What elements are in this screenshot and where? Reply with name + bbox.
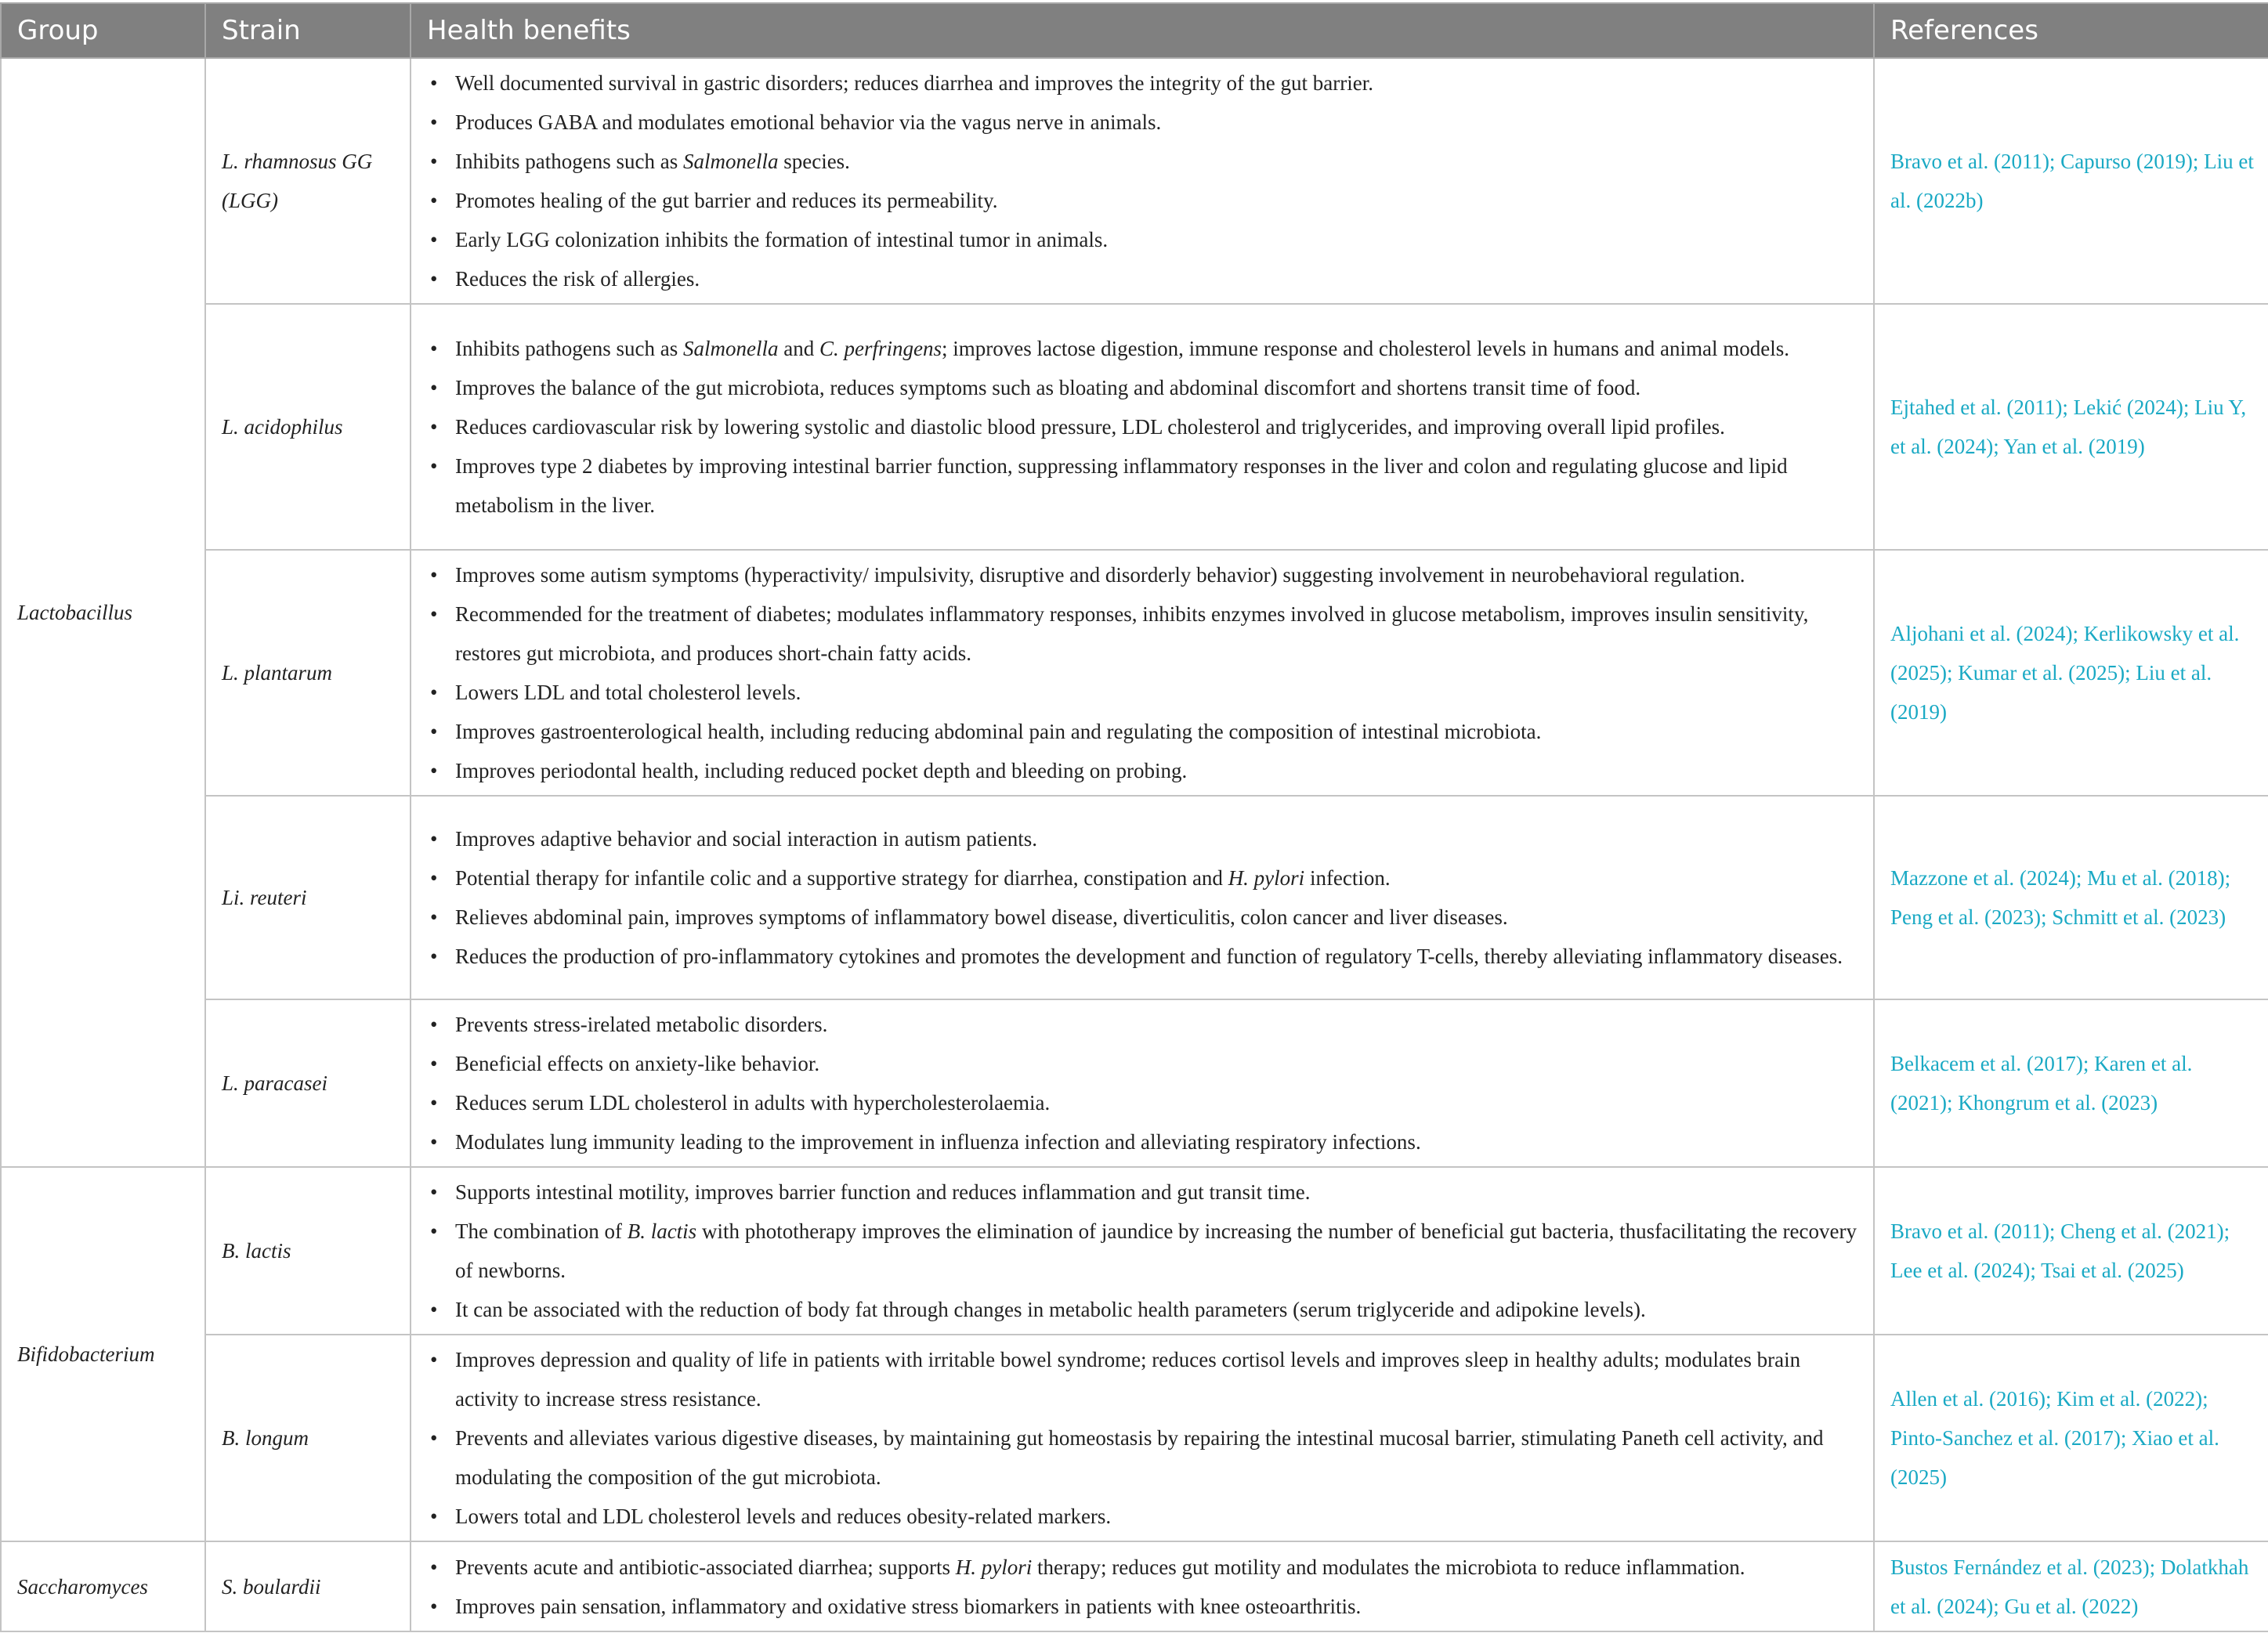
benefit-item <box>455 858 1857 898</box>
benefit-text: Improves the balance of the gut microbiota, reduces symptoms such as bloating and abdominal discomfort and shortens transit time of food. <box>455 376 1641 399</box>
benefits-list <box>427 555 1857 790</box>
benefit-text: Improves some autism symptoms (hyperactivity/ impulsivity, disruptive and disorderly behavior) suggesting involvement in neurobehavioral regulation. <box>455 563 1745 587</box>
benefit-text: Improves periodontal health, including reduced pocket depth and bleeding on probing. <box>455 759 1188 782</box>
benefits-list <box>427 63 1857 298</box>
benefits-list <box>427 1340 1857 1536</box>
header-references: References <box>1874 3 2268 58</box>
strain-cell: B. lactis <box>205 1167 411 1335</box>
benefit-item <box>455 1587 1857 1626</box>
references-link[interactable]: Aljohani et al. (2024); Kerlikowsky et al. (2025); Kumar et al. (2025); Liu et al. (2019) <box>1874 550 2268 796</box>
benefit-text: Produces GABA and modulates emotional behavior via the vagus nerve in animals. <box>455 110 1162 134</box>
benefit-text: Reduces cardiovascular risk by lowering systolic and diastolic blood pressure, LDL cholesterol and triglycerides, and improving overall lipid profiles. <box>455 415 1725 439</box>
benefit-item <box>455 712 1857 751</box>
benefit-item <box>455 1418 1857 1497</box>
benefit-text: Inhibits pathogens such as <box>455 337 683 360</box>
table-row <box>1 999 2268 1167</box>
benefit-item <box>455 368 1857 407</box>
benefit-species-name: Salmonella <box>682 337 779 360</box>
strain-cell: B. longum <box>205 1335 411 1541</box>
references-link[interactable]: Bravo et al. (2011); Capurso (2019); Liu et al. (2022b) <box>1874 58 2268 304</box>
benefit-text: and <box>778 337 819 360</box>
health-benefits-cell <box>411 999 1874 1167</box>
benefit-species-name: H. pylori <box>1228 866 1305 890</box>
health-benefits-cell <box>411 1335 1874 1541</box>
benefits-list <box>427 1548 1857 1626</box>
benefits-list <box>427 819 1857 976</box>
benefit-item <box>455 1548 1857 1587</box>
benefits-list <box>427 1172 1857 1329</box>
health-benefits-cell <box>411 1167 1874 1335</box>
table-header-row <box>1 3 2268 58</box>
references-link[interactable]: Belkacem et al. (2017); Karen et al. (2021); Khongrum et al. (2023) <box>1874 999 2268 1167</box>
table-row <box>1 550 2268 796</box>
benefit-text: The combination of <box>455 1219 628 1243</box>
benefit-text: Reduces serum LDL cholesterol in adults with hypercholesterolaemia. <box>455 1091 1051 1115</box>
benefit-item <box>455 594 1857 673</box>
benefit-item <box>455 1044 1857 1083</box>
benefit-species-name: Salmonella <box>682 150 779 173</box>
benefit-item <box>455 751 1857 790</box>
references-link[interactable]: Allen et al. (2016); Kim et al. (2022); Pinto-Sanchez et al. (2017); Xiao et al. (2025) <box>1874 1335 2268 1541</box>
health-benefits-cell <box>411 550 1874 796</box>
benefit-item <box>455 1290 1857 1329</box>
strain-cell: S. boulardii <box>205 1541 411 1631</box>
strain-cell: L. plantarum <box>205 550 411 796</box>
health-benefits-cell <box>411 1541 1874 1631</box>
table-row <box>1 796 2268 999</box>
benefit-item <box>455 63 1857 103</box>
benefit-item <box>455 937 1857 976</box>
benefit-item <box>455 1122 1857 1162</box>
references-link[interactable]: Bravo et al. (2011); Cheng et al. (2021); Lee et al. (2024); Tsai et al. (2025) <box>1874 1167 2268 1335</box>
benefit-item <box>455 181 1857 220</box>
strain-cell: Li. reuteri <box>205 796 411 999</box>
benefit-species-name: B. lactis <box>627 1219 697 1243</box>
benefit-text: Reduces the risk of allergies. <box>455 267 700 291</box>
strain-cell: L. paracasei <box>205 999 411 1167</box>
benefit-text: Lowers LDL and total cholesterol levels. <box>455 681 801 704</box>
table-row <box>1 1167 2268 1335</box>
benefit-item <box>455 1212 1857 1290</box>
probiotic-benefits-table <box>0 2 2268 1632</box>
header-group: Group <box>1 3 205 58</box>
references-link[interactable]: Mazzone et al. (2024); Mu et al. (2018); Peng et al. (2023); Schmitt et al. (2023) <box>1874 796 2268 999</box>
benefit-item <box>455 1172 1857 1212</box>
benefit-text: therapy; reduces gut motility and modulates the microbiota to reduce inflammation. <box>1032 1555 1745 1579</box>
benefit-text: Potential therapy for infantile colic and a supportive strategy for diarrhea, constipation and <box>455 866 1228 890</box>
benefit-text: Improves gastroenterological health, including reducing abdominal pain and regulating the composition of intestinal microbiota. <box>455 720 1542 743</box>
benefit-text: Prevents acute and antibiotic-associated diarrhea; supports <box>455 1555 956 1579</box>
benefits-list <box>427 329 1857 525</box>
benefit-item <box>455 1083 1857 1122</box>
table-row <box>1 1335 2268 1541</box>
benefit-item <box>455 1340 1857 1418</box>
benefit-text: Well documented survival in gastric disorders; reduces diarrhea and improves the integrity of the gut barrier. <box>455 71 1373 95</box>
benefit-text: Beneficial effects on anxiety-like behavior. <box>455 1052 820 1075</box>
benefit-text: Supports intestinal motility, improves barrier function and reduces inflammation and gut transit time. <box>455 1180 1311 1204</box>
benefit-text: Modulates lung immunity leading to the improvement in influenza infection and alleviating respiratory infections. <box>455 1130 1421 1154</box>
benefit-text: ; improves lactose digestion, immune response and cholesterol levels in humans and animal models. <box>941 337 1789 360</box>
benefit-species-name: H. pylori <box>955 1555 1033 1579</box>
header-strain: Strain <box>205 3 411 58</box>
group-cell: Bifidobacterium <box>1 1167 205 1541</box>
benefit-text: Reduces the production of pro-inflammatory cytokines and promotes the development and function of regulatory T-cells, thereby alleviating inflammatory diseases. <box>455 945 1843 968</box>
benefit-item <box>455 220 1857 259</box>
table-row <box>1 304 2268 550</box>
benefit-text: Early LGG colonization inhibits the formation of intestinal tumor in animals. <box>455 228 1109 251</box>
benefit-item <box>455 1005 1857 1044</box>
group-cell: Lactobacillus <box>1 58 205 1167</box>
benefit-item <box>455 259 1857 298</box>
benefit-text: with phototherapy improves the elimination of jaundice by increasing the number of beneficial gut bacteria, thusfacilitating the recovery of newborns. <box>455 1219 1857 1282</box>
benefit-text: Recommended for the treatment of diabetes; modulates inflammatory responses, inhibits enzymes involved in glucose metabolism, improves insulin sensitivity, restores gut microbiota, and produces short-chain fatty acids. <box>455 602 1809 665</box>
benefit-text: It can be associated with the reduction of body fat through changes in metabolic health parameters (serum triglyceride and adipokine levels). <box>455 1298 1646 1321</box>
benefit-item <box>455 819 1857 858</box>
group-cell: Saccharomyces <box>1 1541 205 1631</box>
benefit-text: Improves pain sensation, inflammatory and oxidative stress biomarkers in patients with knee osteoarthritis. <box>455 1594 1362 1618</box>
benefit-text: Prevents stress-irelated metabolic disorders. <box>455 1013 828 1036</box>
benefit-item <box>455 142 1857 181</box>
benefit-text: infection. <box>1304 866 1391 890</box>
benefit-item <box>455 898 1857 937</box>
benefit-item <box>455 446 1857 525</box>
benefit-item <box>455 329 1857 368</box>
benefit-item <box>455 555 1857 594</box>
benefit-text: Inhibits pathogens such as <box>455 150 683 173</box>
benefit-text: Improves type 2 diabetes by improving intestinal barrier function, suppressing inflammatory responses in the liver and colon and regulating glucose and lipid metabolism in the liver. <box>455 454 1788 517</box>
health-benefits-cell <box>411 58 1874 304</box>
benefit-item <box>455 1497 1857 1536</box>
benefit-text: Improves depression and quality of life in patients with irritable bowel syndrome; reduces cortisol levels and improves sleep in healthy adults; modulates brain activity to increase stress resistance. <box>455 1348 1801 1411</box>
references-link[interactable]: Bustos Fernández et al. (2023); Dolatkhah et al. (2024); Gu et al. (2022) <box>1874 1541 2268 1631</box>
table-row <box>1 58 2268 304</box>
benefit-item <box>455 103 1857 142</box>
benefit-item <box>455 407 1857 446</box>
strain-cell: L. acidophilus <box>205 304 411 550</box>
benefit-text: Improves adaptive behavior and social interaction in autism patients. <box>455 827 1038 851</box>
references-link[interactable]: Ejtahed et al. (2011); Lekić (2024); Liu Y, et al. (2024); Yan et al. (2019) <box>1874 304 2268 550</box>
benefit-text: species. <box>778 150 850 173</box>
benefit-item <box>455 673 1857 712</box>
benefits-list <box>427 1005 1857 1162</box>
strain-cell: L. rhamnosus GG (LGG) <box>205 58 411 304</box>
health-benefits-cell <box>411 304 1874 550</box>
benefit-text: Relieves abdominal pain, improves symptoms of inflammatory bowel disease, diverticulitis, colon cancer and liver diseases. <box>455 905 1508 929</box>
header-health-benefits: Health benefits <box>411 3 1874 58</box>
table-row <box>1 1541 2268 1631</box>
benefit-text: Lowers total and LDL cholesterol levels and reduces obesity-related markers. <box>455 1505 1112 1528</box>
benefit-species-name: C. perfringens <box>819 337 942 360</box>
health-benefits-cell <box>411 796 1874 999</box>
benefit-text: Promotes healing of the gut barrier and reduces its permeability. <box>455 189 998 212</box>
benefit-text: Prevents and alleviates various digestive diseases, by maintaining gut homeostasis by repairing the intestinal mucosal barrier, stimulating Paneth cell activity, and modulating the composition of the gut microbiota. <box>455 1426 1824 1489</box>
